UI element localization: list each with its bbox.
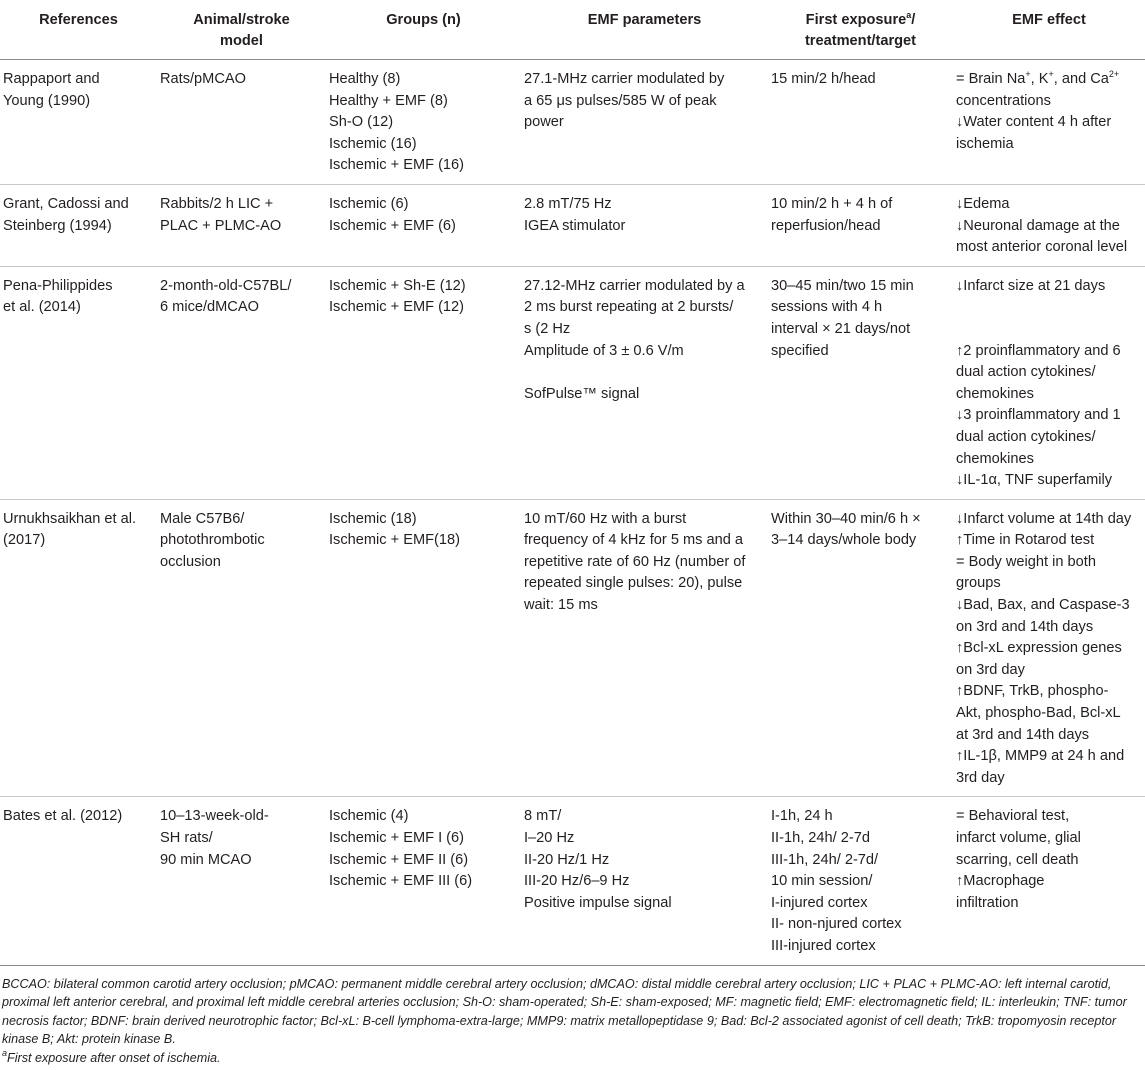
cell-params: 27.1-MHz carrier modulated by a 65 μs pulses/585 W of peak power xyxy=(521,60,768,185)
cell-model: 2-month-old-C57BL/ 6 mice/dMCAO xyxy=(157,266,326,499)
cell-params: 27.12-MHz carrier modulated by a 2 ms burst repeating at 2 bursts/ s (2 Hz Amplitude of 3 ± 0.6 V/m SofPulse™ signal xyxy=(521,266,768,499)
header-model: Animal/stroke model xyxy=(157,0,326,60)
table-footnotes xyxy=(0,966,1145,1068)
table-row xyxy=(0,266,1145,499)
header-row xyxy=(0,0,1145,60)
cell-params: 2.8 mT/75 Hz IGEA stimulator xyxy=(521,184,768,266)
cell-effect: ↓Infarct volume at 14th day ↑Time in Rotarod test = Body weight in both groups ↓Bad, Bax, and Caspase-3 on 3rd and 14th days ↑Bcl-xL expression genes on 3rd day ↑BDNF, TrkB, phospho- Akt, phospho-Bad, Bcl-xL at 3rd and 14th days ↑IL-1β, MMP9 at 24 h and 3rd day xyxy=(953,499,1145,797)
cell-exposure: Within 30–40 min/6 h × 3–14 days/whole body xyxy=(768,499,953,797)
cell-effect: = Brain Na+, K+, and $Ca^{2+}$ concentrations ↓Water content 4 h after ischemia xyxy=(953,60,1145,185)
header-groups: Groups (n) xyxy=(326,0,521,60)
table-row xyxy=(0,797,1145,965)
cell-params: 10 mT/60 Hz with a burst frequency of 4 kHz for 5 ms and a repetitive rate of 60 Hz (number of repeated single pulses: 20), pulse wait: 15 ms xyxy=(521,499,768,797)
cell-groups: Ischemic (4) Ischemic + EMF I (6) Ischemic + EMF II (6) Ischemic + EMF III (6) xyxy=(326,797,521,965)
cell-exposure: 10 min/2 h + 4 h of reperfusion/head xyxy=(768,184,953,266)
cell-exposure: I-1h, 24 h II-1h, 24h/ 2-7d III-1h, 24h/ 2-7d/ 10 min session/ I-injured cortex II- non-njured cortex III-injured cortex xyxy=(768,797,953,965)
cell-references: Rappaport and Young (1990) xyxy=(0,60,157,185)
cell-exposure: 30–45 min/two 15 min sessions with 4 h interval × 21 days/not specified xyxy=(768,266,953,499)
cell-effect: ↓Edema ↓Neuronal damage at the most anterior coronal level xyxy=(953,184,1145,266)
header-params: EMF parameters xyxy=(521,0,768,60)
cell-model: Rabbits/2 h LIC + PLAC + PLMC-AO xyxy=(157,184,326,266)
cell-references: Bates et al. (2012) xyxy=(0,797,157,965)
cell-effect: = Behavioral test, infarct volume, glial scarring, cell death ↑Macrophage infiltration xyxy=(953,797,1145,965)
cell-groups: Ischemic + Sh-E (12) Ischemic + EMF (12) xyxy=(326,266,521,499)
cell-references: Grant, Cadossi and Steinberg (1994) xyxy=(0,184,157,266)
header-exposure: First exposure$^a$/ treatment/target xyxy=(768,0,953,60)
cell-model: Rats/pMCAO xyxy=(157,60,326,185)
cell-model: 10–13-week-old- SH rats/ 90 min MCAO xyxy=(157,797,326,965)
header-references: References xyxy=(0,0,157,60)
cell-model: Male C57B6/ photothrombotic occlusion xyxy=(157,499,326,797)
cell-groups: Ischemic (6) Ischemic + EMF (6) xyxy=(326,184,521,266)
cell-effect: ↓Infarct size at 21 days ↑2 proinflammatory and 6 dual action cytokines/ chemokines ↓3 proinflammatory and 1 dual action cytokines/ chemokines ↓IL-1α, TNF superfamily xyxy=(953,266,1145,499)
table-row xyxy=(0,184,1145,266)
cell-references: Urnukhsaikhan et al. (2017) xyxy=(0,499,157,797)
header-effect: EMF effect xyxy=(953,0,1145,60)
abbreviations-footnote: BCCAO: bilateral common carotid artery occlusion; pMCAO: permanent middle cerebral artery occlusion; dMCAO: distal middle cerebral artery occlusion; LIC + PLAC + PLMC-AO: left internal carotid, proximal left anterior cerebral, and proximal left middle cerebral arteries occlusion; Sh-O: sham-operated; Sh-E: sham-exposed; MF: magnetic field; EMF: electromagnetic field; IL: interleukin; TNF: tumor necrosis factor; BDNF: brain derived neurotrophic factor; Bcl-xL: B-cell lymphoma-extra-large; MMP9: matrix metallopeptidase 9; Bad: Bcl-2 associated agonist of cell death; TrkB: tropomyosin receptor kinase B; Akt: protein kinase B. xyxy=(2,976,1127,1047)
table-row xyxy=(0,60,1145,185)
cell-groups: Ischemic (18) Ischemic + EMF(18) xyxy=(326,499,521,797)
table-row xyxy=(0,499,1145,797)
cell-references: Pena-Philippides et al. (2014) xyxy=(0,266,157,499)
cell-groups: Healthy (8) Healthy + EMF (8) Sh-O (12) Ischemic (16) Ischemic + EMF (16) xyxy=(326,60,521,185)
exposure-footnote: $^a$First exposure after onset of ischemia. xyxy=(2,1047,221,1065)
cell-params: 8 mT/ I–20 Hz II-20 Hz/1 Hz III-20 Hz/6–9 Hz Positive impulse signal xyxy=(521,797,768,965)
cell-exposure: 15 min/2 h/head xyxy=(768,60,953,185)
